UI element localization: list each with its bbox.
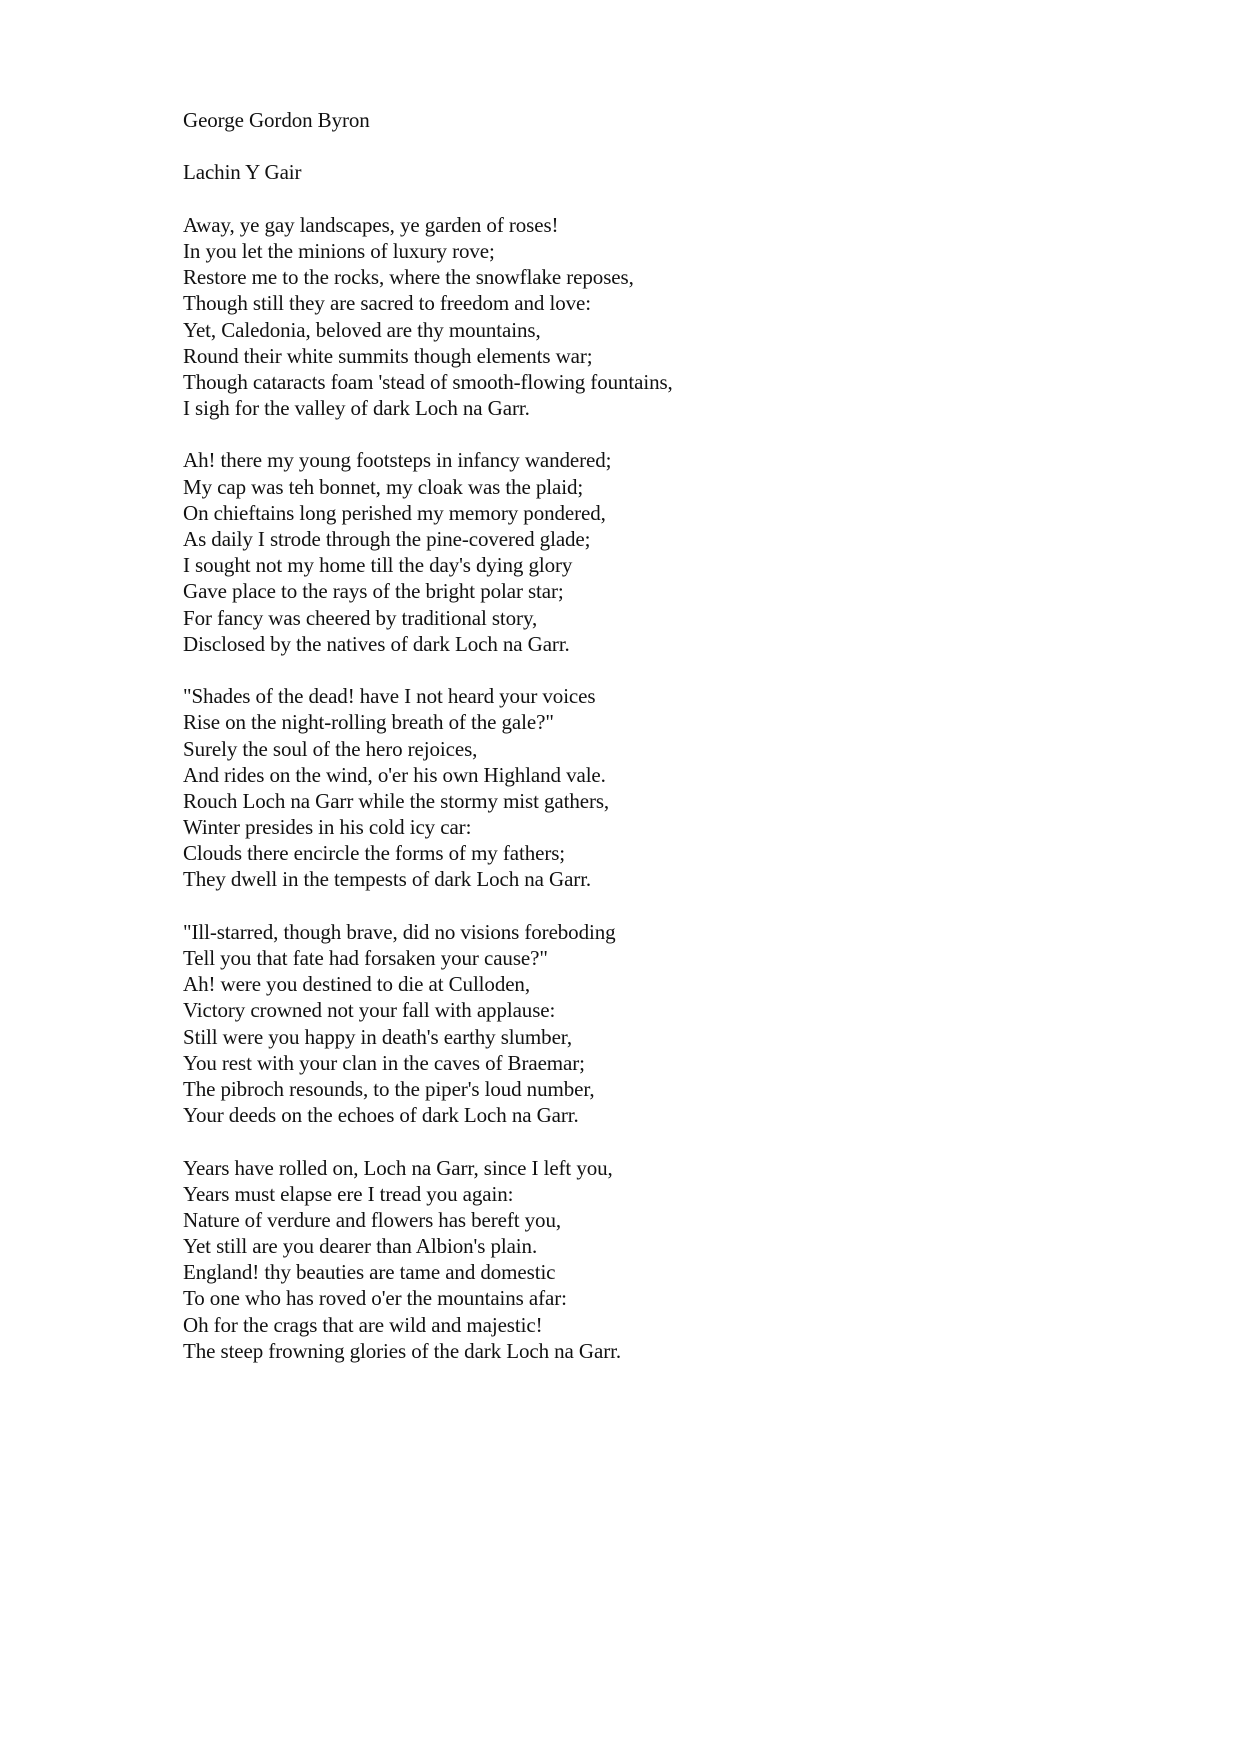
poem-line: Still were you happy in death's earthy slumber, [183,1024,572,1049]
stanza [183,919,1083,1129]
poem-line: Years must elapse ere I tread you again: [183,1181,514,1206]
poem-line: Restore me to the rocks, where the snowflake reposes, [183,265,634,290]
poem-text-block [183,107,1083,1364]
stanza [183,1155,1083,1365]
poem-line: Disclosed by the natives of dark Loch na Garr. [183,631,570,656]
author-name: George Gordon Byron [183,108,370,132]
poem-line: You rest with your clan in the caves of Braemar; [183,1050,585,1075]
poem-line: Nature of verdure and flowers has bereft you, [183,1207,562,1232]
poem-line: The pibroch resounds, to the piper's loud number, [183,1076,595,1101]
poem-line: Clouds there encircle the forms of my fathers; [183,841,566,866]
stanza [183,447,1083,657]
poem-line: Away, ye gay landscapes, ye garden of roses! [183,212,559,237]
poem-line: Rouch Loch na Garr while the stormy mist gathers, [183,788,610,813]
poem-line: "Shades of the dead! have I not heard your voices [183,684,596,709]
poem-line: Though cataracts foam 'stead of smooth-flowing fountains, [183,369,673,394]
poem-line: Ah! were you destined to die at Culloden, [183,972,530,997]
poem-line: England! thy beauties are tame and domestic [183,1260,556,1285]
poem-line: Victory crowned not your fall with applause: [183,998,556,1023]
poem-line: And rides on the wind, o'er his own Highland vale. [183,762,606,787]
poem-line: In you let the minions of luxury rove; [183,238,495,263]
poem-line: For fancy was cheered by traditional story, [183,605,538,630]
poem-line: As daily I strode through the pine-covered glade; [183,527,591,551]
poem-line: My cap was teh bonnet, my cloak was the plaid; [183,474,584,499]
poem-line: Yet still are you dearer than Albion's plain. [183,1234,538,1259]
stanza [183,212,1083,422]
poem-line: Tell you that fate had forsaken your cause?" [183,946,548,970]
poem-line: "Ill-starred, though brave, did no visions foreboding [183,919,616,944]
stanza [183,683,1083,893]
poem-line: Ah! there my young footsteps in infancy wandered; [183,448,612,473]
poem-line: Though still they are sacred to freedom and love: [183,291,591,316]
poem-line: To one who has roved o'er the mountains afar: [183,1286,567,1311]
poem-line: They dwell in the tempests of dark Loch na Garr. [183,867,592,892]
poem-line: Surely the soul of the hero rejoices, [183,736,478,761]
poem-line: Oh for the crags that are wild and majestic! [183,1312,543,1337]
poem-line: Gave place to the rays of the bright polar star; [183,579,564,604]
poem-line: Winter presides in his cold icy car: [183,815,472,840]
poem-line: Yet, Caledonia, beloved are thy mountains, [183,317,541,342]
poem-title: Lachin Y Gair [183,160,302,185]
poem-line: I sought not my home till the day's dying glory [183,553,573,578]
poem-line: I sigh for the valley of dark Loch na Garr. [183,396,530,421]
poem-line: The steep frowning glories of the dark Loch na Garr. [183,1338,621,1363]
poem-line: On chieftains long perished my memory pondered, [183,500,606,525]
poem-line: Rise on the night-rolling breath of the gale?" [183,710,554,735]
poem-line: Years have rolled on, Loch na Garr, since I left you, [183,1155,613,1180]
poem-line: Round their white summits though elements war; [183,343,593,368]
poem-line: Your deeds on the echoes of dark Loch na Garr. [183,1103,579,1128]
